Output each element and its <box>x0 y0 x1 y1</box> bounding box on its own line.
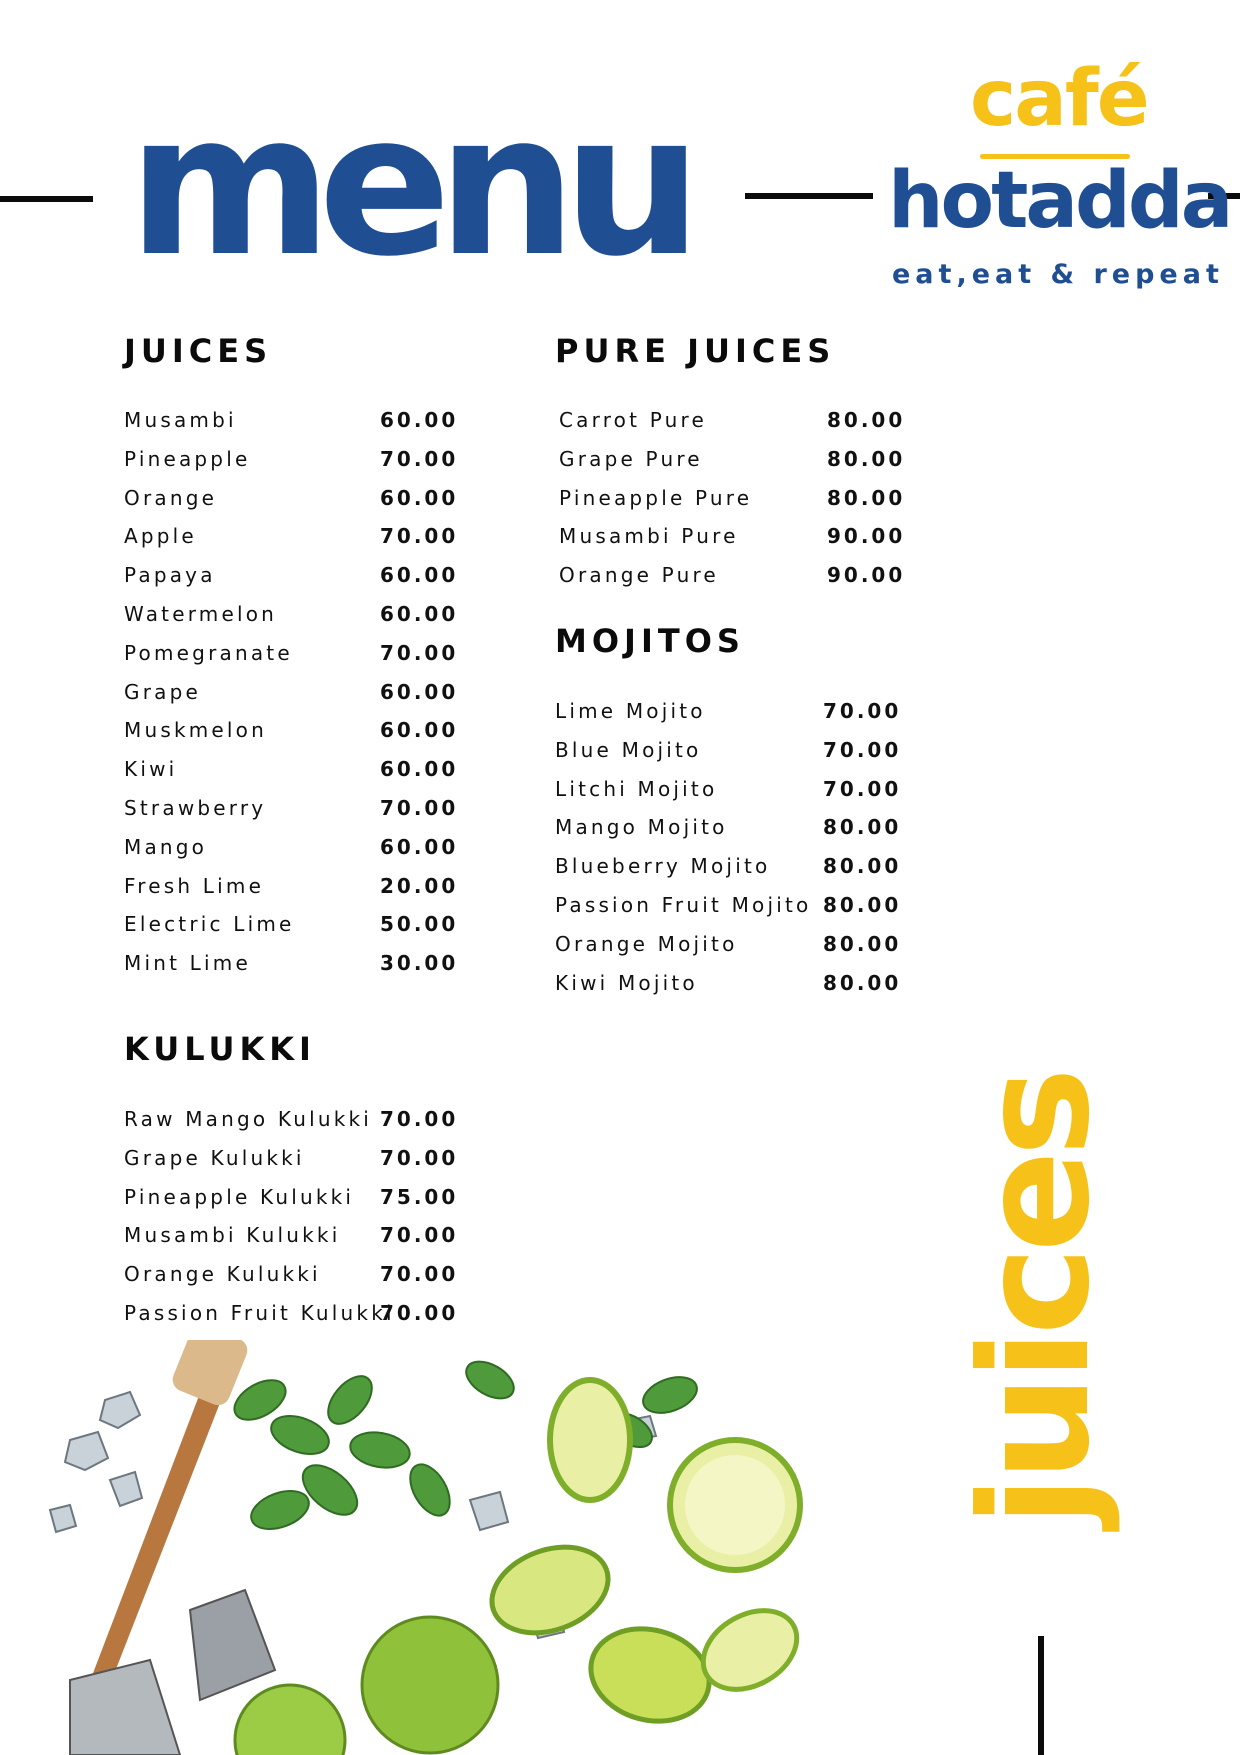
item-name: Litchi Mojito <box>555 776 718 801</box>
item-price: 60.00 <box>380 834 459 859</box>
logo-cafe-text: café <box>970 54 1148 144</box>
item-price: 70.00 <box>823 737 902 762</box>
item-price: 80.00 <box>823 970 902 995</box>
item-name: Grape Kulukki <box>124 1145 305 1170</box>
item-name: Strawberry <box>124 795 267 820</box>
item-name: Kiwi <box>124 757 178 782</box>
item-name: Orange Kulukki <box>124 1262 321 1287</box>
item-name: Papaya <box>124 563 216 588</box>
item-name: Passion Fruit Mojito <box>555 892 812 917</box>
item-name: Mango <box>124 834 208 859</box>
item-name: Musambi <box>124 408 237 432</box>
left-rule <box>0 196 93 202</box>
item-price: 70.00 <box>823 776 902 801</box>
item-name: Raw Mango Kulukki <box>124 1107 373 1131</box>
item-price: 70.00 <box>380 1145 459 1170</box>
item-price: 60.00 <box>380 485 459 510</box>
item-name: Apple <box>124 524 197 549</box>
item-name: Blue Mojito <box>555 737 702 762</box>
item-price: 70.00 <box>380 1107 459 1131</box>
item-price: 80.00 <box>823 815 902 840</box>
item-price: 70.00 <box>380 795 459 820</box>
side-label-text: juices <box>949 1073 1123 1527</box>
item-name: Grape Pure <box>559 446 703 471</box>
cafe-logo <box>880 54 1231 304</box>
section-heading: JUICES <box>124 332 273 370</box>
item-name: Mint Lime <box>124 951 251 976</box>
item-name: Carrot Pure <box>559 408 707 432</box>
item-price: 60.00 <box>380 718 459 743</box>
item-name: Orange Mojito <box>555 931 738 956</box>
item-name: Passion Fruit Kulukki <box>124 1300 395 1325</box>
item-price: 60.00 <box>380 601 459 626</box>
item-price: 80.00 <box>827 408 906 432</box>
limes-mint-photo <box>30 1340 830 1755</box>
item-price: 70.00 <box>380 640 459 665</box>
section-juices <box>124 332 484 976</box>
item-name: Lime Mojito <box>555 699 706 723</box>
section-heading: PURE JUICES <box>555 332 836 370</box>
logo-tagline: eat,eat & repeat <box>892 259 1224 290</box>
item-name: Mango Mojito <box>555 815 728 840</box>
item-name: Pineapple <box>124 446 251 471</box>
item-price: 90.00 <box>827 563 906 588</box>
item-name: Kiwi Mojito <box>555 970 698 995</box>
item-name: Musambi Kulukki <box>124 1223 341 1248</box>
section-pure-juices <box>555 332 915 588</box>
item-price: 60.00 <box>380 408 459 432</box>
section-mojitos <box>555 622 915 995</box>
item-price: 70.00 <box>380 1223 459 1248</box>
item-name: Blueberry Mojito <box>555 854 771 879</box>
item-name: Pomegranate <box>124 640 293 665</box>
item-price: 80.00 <box>823 892 902 917</box>
logo-name-text: hotadda <box>888 156 1231 246</box>
item-price: 80.00 <box>823 854 902 879</box>
item-price: 30.00 <box>380 951 459 976</box>
item-name: Orange Pure <box>559 563 719 588</box>
item-price: 60.00 <box>380 563 459 588</box>
item-price: 75.00 <box>380 1184 459 1209</box>
item-name: Grape <box>124 679 201 704</box>
middle-rule <box>745 193 873 199</box>
item-price: 60.00 <box>380 679 459 704</box>
section-heading: KULUKKI <box>124 1030 316 1068</box>
item-price: 50.00 <box>380 912 459 937</box>
bottom-vertical-rule <box>1038 1636 1044 1755</box>
item-price: 80.00 <box>827 446 906 471</box>
item-price: 20.00 <box>380 873 459 898</box>
section-kulukki <box>124 1030 484 1325</box>
item-price: 90.00 <box>827 524 906 549</box>
item-name: Musambi Pure <box>559 524 739 549</box>
section-heading: MOJITOS <box>555 622 745 660</box>
item-price: 70.00 <box>380 446 459 471</box>
item-name: Watermelon <box>124 601 278 626</box>
item-price: 80.00 <box>827 485 906 510</box>
item-price: 70.00 <box>823 699 902 723</box>
item-price: 70.00 <box>380 1262 459 1287</box>
page-title: menu <box>128 72 689 300</box>
item-name: Pineapple Pure <box>559 485 753 510</box>
item-price: 60.00 <box>380 757 459 782</box>
item-name: Pineapple Kulukki <box>124 1184 355 1209</box>
item-name: Muskmelon <box>124 718 267 743</box>
item-name: Fresh Lime <box>124 873 265 898</box>
item-price: 80.00 <box>823 931 902 956</box>
item-name: Orange <box>124 485 218 510</box>
item-price: 70.00 <box>380 524 459 549</box>
item-price: 70.00 <box>380 1300 459 1325</box>
item-name: Electric Lime <box>124 912 295 937</box>
